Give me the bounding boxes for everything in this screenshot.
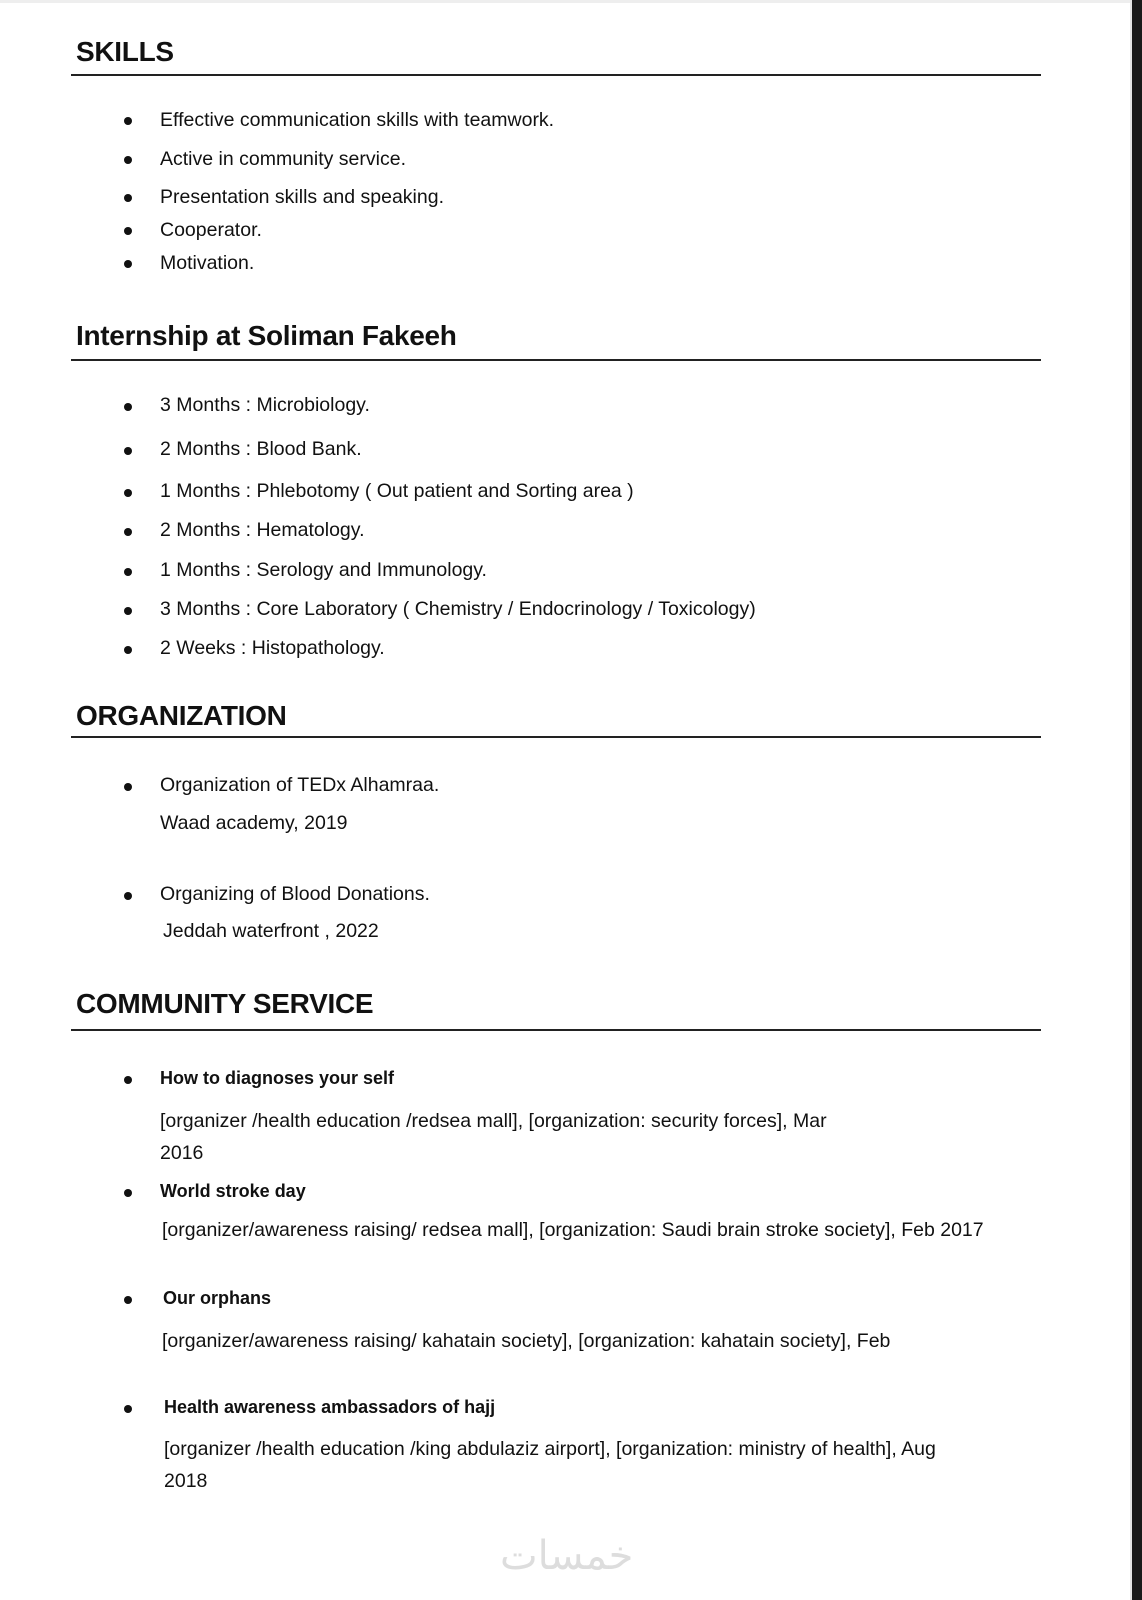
- bullet-icon: [124, 607, 132, 615]
- bullet-icon: [124, 117, 132, 125]
- internship-item: 3 Months : Core Laboratory ( Chemistry / Endocrinology / Toxicology): [160, 598, 756, 620]
- organization-heading: ORGANIZATION: [76, 700, 287, 731]
- skill-item: Effective communication skills with teamwork.: [160, 109, 555, 131]
- community-item-detail: 2016: [160, 1142, 204, 1164]
- divider: [71, 359, 1041, 361]
- skill-item: Presentation skills and speaking.: [160, 186, 444, 208]
- bullet-icon: [124, 194, 132, 202]
- bullet-icon: [124, 783, 132, 791]
- bullet-icon: [124, 447, 132, 455]
- bullet-icon: [124, 1405, 132, 1413]
- bullet-icon: [124, 528, 132, 536]
- page-top-border: [0, 0, 1132, 3]
- community-item-title: Our orphans: [163, 1288, 272, 1308]
- divider: [71, 736, 1041, 738]
- bullet-icon: [124, 568, 132, 576]
- community-item-title: World stroke day: [160, 1181, 306, 1201]
- community-item-detail: [organizer /health education /king abdulaziz airport], [organization: ministry of health], Aug: [164, 1438, 936, 1460]
- community-item-detail: [organizer/awareness raising/ redsea mall], [organization: Saudi brain stroke society], Feb 2017: [162, 1219, 984, 1241]
- internship-item: 2 Months : Blood Bank.: [160, 438, 362, 460]
- divider: [71, 74, 1041, 76]
- community-item-title: How to diagnoses your self: [160, 1068, 395, 1088]
- bullet-icon: [124, 646, 132, 654]
- bullet-icon: [124, 227, 132, 235]
- watermark-logo: خمسات: [500, 1533, 634, 1579]
- internship-item: 1 Months : Phlebotomy ( Out patient and Sorting area ): [160, 480, 634, 502]
- skill-item: Active in community service.: [160, 148, 406, 170]
- skill-item: Cooperator.: [160, 219, 262, 241]
- bullet-icon: [124, 489, 132, 497]
- organization-detail: Waad academy, 2019: [160, 812, 348, 834]
- scrollbar[interactable]: [1132, 0, 1142, 1600]
- skills-heading: SKILLS: [76, 36, 174, 67]
- internship-item: 3 Months : Microbiology.: [160, 394, 370, 416]
- community-item-detail: [organizer/awareness raising/ kahatain society], [organization: kahatain society], Feb: [162, 1330, 891, 1352]
- internship-item: 2 Weeks : Histopathology.: [160, 637, 385, 659]
- divider: [71, 1029, 1041, 1031]
- internship-heading: Internship at Soliman Fakeeh: [76, 320, 457, 351]
- internship-item: 2 Months : Hematology.: [160, 519, 365, 541]
- community-heading: COMMUNITY SERVICE: [76, 988, 374, 1019]
- bullet-icon: [124, 1076, 132, 1084]
- bullet-icon: [124, 1189, 132, 1197]
- organization-name: Organization of TEDx Alhamraa.: [160, 774, 440, 796]
- bullet-icon: [124, 156, 132, 164]
- bullet-icon: [124, 1296, 132, 1304]
- community-item-title: Health awareness ambassadors of hajj: [164, 1397, 496, 1417]
- organization-detail: Jeddah waterfront , 2022: [163, 920, 379, 942]
- community-item-detail: [organizer /health education /redsea mall], [organization: security forces], Mar: [160, 1110, 827, 1132]
- internship-item: 1 Months : Serology and Immunology.: [160, 559, 487, 581]
- skill-item: Motivation.: [160, 252, 255, 274]
- bullet-icon: [124, 403, 132, 411]
- bullet-icon: [124, 260, 132, 268]
- bullet-icon: [124, 892, 132, 900]
- community-item-detail: 2018: [164, 1470, 208, 1492]
- organization-name: Organizing of Blood Donations.: [160, 883, 430, 905]
